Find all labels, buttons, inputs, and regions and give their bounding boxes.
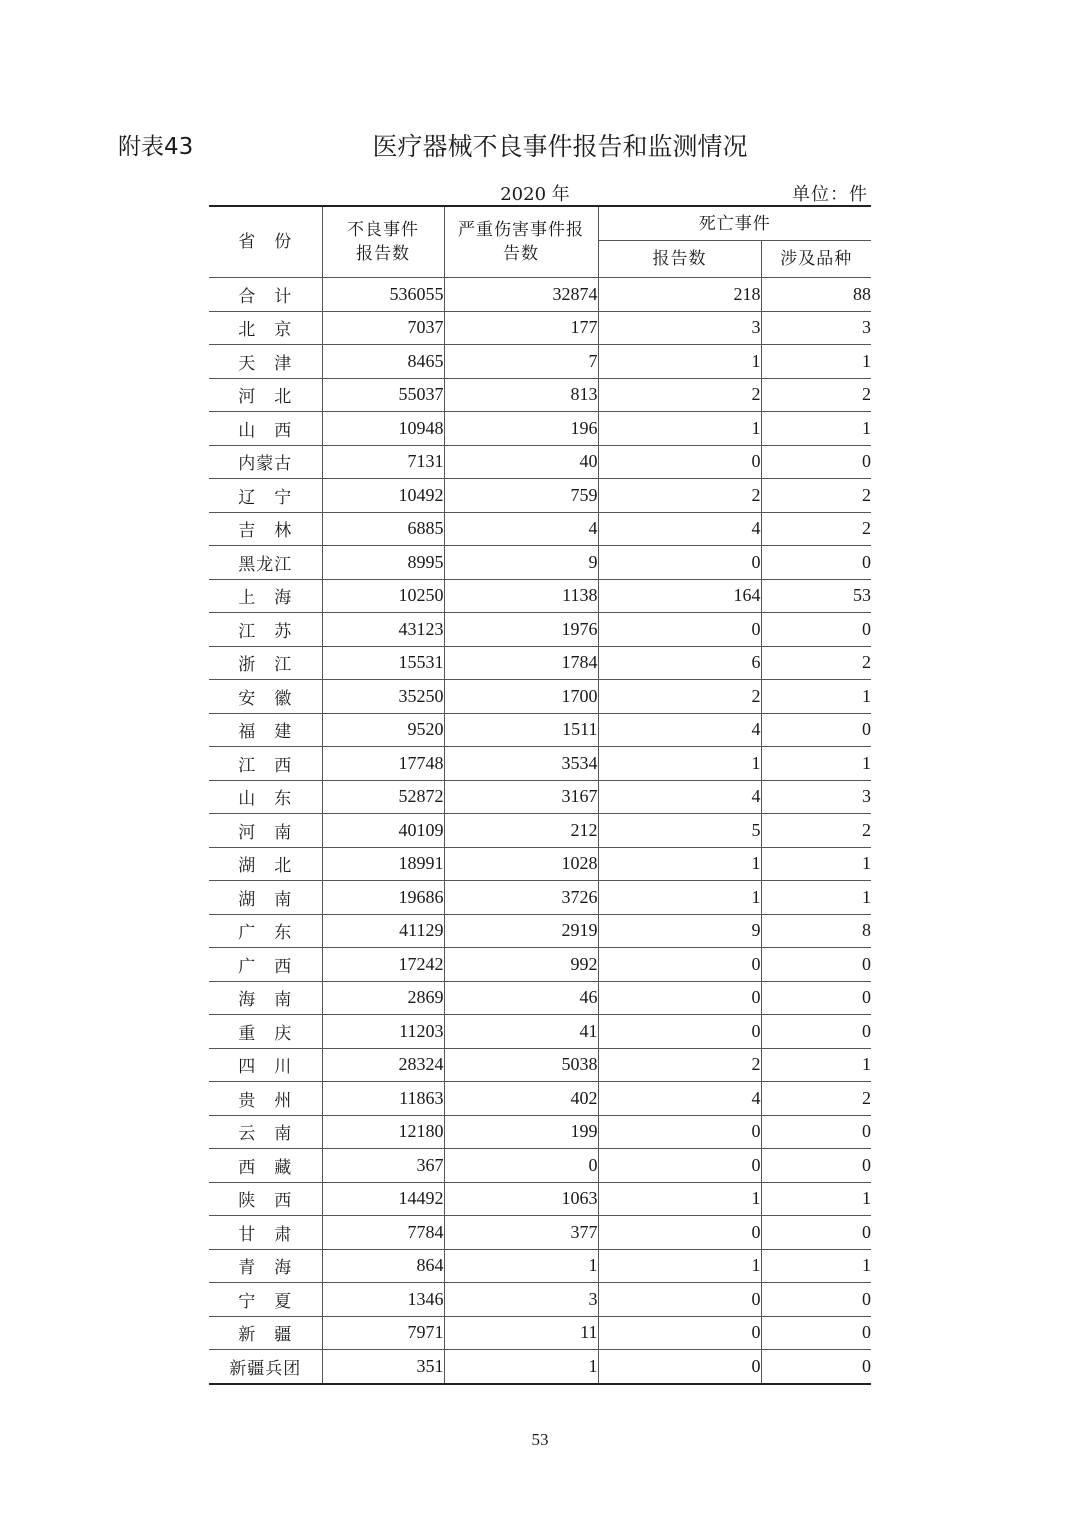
cell-serious-injury-reports: 1063 (444, 1182, 598, 1216)
cell-adverse-reports: 6885 (322, 512, 444, 546)
cell-province: 黑龙江 (209, 546, 322, 580)
cell-serious-injury-reports: 1511 (444, 713, 598, 747)
cell-death-reports: 0 (598, 1149, 761, 1183)
cell-death-varieties: 1 (761, 847, 871, 881)
cell-province: 天 津 (209, 345, 322, 379)
cell-serious-injury-reports: 196 (444, 412, 598, 446)
cell-death-reports: 0 (598, 445, 761, 479)
year-label: 2020 年 (500, 184, 570, 205)
cell-serious-injury-reports: 46 (444, 981, 598, 1015)
cell-serious-injury-reports: 4 (444, 512, 598, 546)
cell-adverse-reports: 40109 (322, 814, 444, 848)
cell-province: 江 西 (209, 747, 322, 781)
cell-adverse-reports: 10250 (322, 579, 444, 613)
cell-serious-injury-reports: 40 (444, 445, 598, 479)
cell-death-reports: 2 (598, 680, 761, 714)
cell-serious-injury-reports: 3726 (444, 881, 598, 915)
cell-death-varieties: 0 (761, 613, 871, 647)
cell-death-varieties: 0 (761, 1350, 871, 1384)
cell-death-varieties: 0 (761, 1115, 871, 1149)
table-row (209, 981, 871, 1015)
cell-serious-injury-reports: 11 (444, 1316, 598, 1350)
table-row (209, 1048, 871, 1082)
cell-province: 山 东 (209, 780, 322, 814)
cell-death-varieties: 0 (761, 713, 871, 747)
cell-adverse-reports: 52872 (322, 780, 444, 814)
table-row (209, 1350, 871, 1384)
table-row (209, 747, 871, 781)
cell-death-varieties: 2 (761, 378, 871, 412)
cell-death-reports: 0 (598, 948, 761, 982)
cell-serious-injury-reports: 992 (444, 948, 598, 982)
cell-province: 湖 北 (209, 847, 322, 881)
table-row (209, 814, 871, 848)
cell-serious-injury-reports: 177 (444, 311, 598, 345)
table-body (209, 278, 871, 1384)
page-number: 53 (531, 1430, 549, 1449)
header-adverse-reports: 不良事件 报告数 (322, 206, 444, 278)
header-death-reports: 报告数 (598, 241, 761, 278)
cell-serious-injury-reports: 1 (444, 1249, 598, 1283)
table-row (209, 646, 871, 680)
cell-death-varieties: 1 (761, 345, 871, 379)
cell-serious-injury-reports: 9 (444, 546, 598, 580)
cell-province: 宁 夏 (209, 1283, 322, 1317)
cell-adverse-reports: 8995 (322, 546, 444, 580)
cell-adverse-reports: 7131 (322, 445, 444, 479)
cell-death-reports: 4 (598, 1082, 761, 1116)
cell-death-reports: 5 (598, 814, 761, 848)
cell-death-reports: 1 (598, 1249, 761, 1283)
cell-province: 浙 江 (209, 646, 322, 680)
cell-serious-injury-reports: 1028 (444, 847, 598, 881)
cell-adverse-reports: 35250 (322, 680, 444, 714)
cell-province: 福 建 (209, 713, 322, 747)
table-row (209, 680, 871, 714)
cell-death-varieties: 1 (761, 747, 871, 781)
cell-province: 辽 宁 (209, 479, 322, 513)
cell-death-varieties: 1 (761, 1048, 871, 1082)
table-row (209, 713, 871, 747)
cell-serious-injury-reports: 1784 (444, 646, 598, 680)
cell-serious-injury-reports: 41 (444, 1015, 598, 1049)
cell-adverse-reports: 14492 (322, 1182, 444, 1216)
appendix-label: 附表43 (118, 134, 194, 160)
table-row (209, 1015, 871, 1049)
cell-adverse-reports: 11203 (322, 1015, 444, 1049)
cell-province: 河 北 (209, 378, 322, 412)
header-death-events: 死亡事件 (598, 206, 871, 241)
cell-adverse-reports: 536055 (322, 278, 444, 312)
cell-death-reports: 4 (598, 512, 761, 546)
cell-serious-injury-reports: 759 (444, 479, 598, 513)
cell-death-reports: 1 (598, 345, 761, 379)
cell-death-varieties: 53 (761, 579, 871, 613)
cell-serious-injury-reports: 1700 (444, 680, 598, 714)
table-row (209, 847, 871, 881)
cell-death-varieties: 0 (761, 1316, 871, 1350)
cell-province: 云 南 (209, 1115, 322, 1149)
cell-serious-injury-reports: 3534 (444, 747, 598, 781)
cell-death-varieties: 0 (761, 948, 871, 982)
cell-province: 新疆兵团 (209, 1350, 322, 1384)
table-row (209, 881, 871, 915)
cell-death-reports: 1 (598, 847, 761, 881)
cell-province: 海 南 (209, 981, 322, 1015)
cell-death-reports: 4 (598, 713, 761, 747)
cell-serious-injury-reports: 3167 (444, 780, 598, 814)
cell-adverse-reports: 11863 (322, 1082, 444, 1116)
table-row (209, 1149, 871, 1183)
cell-province: 上 海 (209, 579, 322, 613)
cell-adverse-reports: 41129 (322, 914, 444, 948)
cell-adverse-reports: 7037 (322, 311, 444, 345)
table-row (209, 914, 871, 948)
table-row (209, 1316, 871, 1350)
table-row (209, 311, 871, 345)
table-row (209, 948, 871, 982)
cell-adverse-reports: 43123 (322, 613, 444, 647)
cell-province: 山 西 (209, 412, 322, 446)
cell-adverse-reports: 7971 (322, 1316, 444, 1350)
cell-death-varieties: 2 (761, 479, 871, 513)
cell-death-reports: 164 (598, 579, 761, 613)
cell-adverse-reports: 1346 (322, 1283, 444, 1317)
header-death-varieties: 涉及品种 (761, 241, 871, 278)
cell-death-reports: 0 (598, 546, 761, 580)
cell-death-varieties: 0 (761, 1216, 871, 1250)
cell-death-reports: 0 (598, 1216, 761, 1250)
cell-province: 青 海 (209, 1249, 322, 1283)
cell-adverse-reports: 17748 (322, 747, 444, 781)
cell-province: 广 东 (209, 914, 322, 948)
table-row (209, 780, 871, 814)
cell-province: 北 京 (209, 311, 322, 345)
cell-death-varieties: 0 (761, 1283, 871, 1317)
cell-province: 河 南 (209, 814, 322, 848)
cell-death-varieties: 0 (761, 981, 871, 1015)
cell-death-reports: 218 (598, 278, 761, 312)
cell-serious-injury-reports: 7 (444, 345, 598, 379)
cell-death-varieties: 2 (761, 1082, 871, 1116)
cell-death-reports: 6 (598, 646, 761, 680)
cell-death-varieties: 0 (761, 1149, 871, 1183)
cell-death-varieties: 0 (761, 1015, 871, 1049)
cell-death-varieties: 1 (761, 1182, 871, 1216)
cell-death-varieties: 0 (761, 445, 871, 479)
cell-province: 合 计 (209, 278, 322, 312)
cell-adverse-reports: 18991 (322, 847, 444, 881)
cell-province: 西 藏 (209, 1149, 322, 1183)
table-row (209, 512, 871, 546)
cell-death-varieties: 3 (761, 311, 871, 345)
header-serious-injury-reports: 严重伤害事件报 告数 (444, 206, 598, 278)
table-row (209, 345, 871, 379)
cell-province: 新 疆 (209, 1316, 322, 1350)
cell-death-reports: 0 (598, 1350, 761, 1384)
cell-province: 陕 西 (209, 1182, 322, 1216)
table-row (209, 1082, 871, 1116)
cell-death-varieties: 1 (761, 881, 871, 915)
cell-adverse-reports: 7784 (322, 1216, 444, 1250)
table-row (209, 1283, 871, 1317)
cell-adverse-reports: 19686 (322, 881, 444, 915)
cell-death-reports: 0 (598, 1115, 761, 1149)
cell-adverse-reports: 2869 (322, 981, 444, 1015)
cell-province: 广 西 (209, 948, 322, 982)
adverse-event-table (209, 205, 871, 1385)
table-row (209, 278, 871, 312)
cell-death-reports: 0 (598, 1316, 761, 1350)
cell-adverse-reports: 10492 (322, 479, 444, 513)
cell-serious-injury-reports: 1 (444, 1350, 598, 1384)
cell-death-reports: 9 (598, 914, 761, 948)
cell-death-reports: 0 (598, 1015, 761, 1049)
table-row (209, 546, 871, 580)
cell-death-varieties: 1 (761, 1249, 871, 1283)
cell-death-reports: 0 (598, 1283, 761, 1317)
cell-province: 湖 南 (209, 881, 322, 915)
cell-adverse-reports: 17242 (322, 948, 444, 982)
cell-death-varieties: 2 (761, 646, 871, 680)
table-row (209, 412, 871, 446)
cell-serious-injury-reports: 813 (444, 378, 598, 412)
cell-province: 重 庆 (209, 1015, 322, 1049)
cell-serious-injury-reports: 1138 (444, 579, 598, 613)
cell-serious-injury-reports: 377 (444, 1216, 598, 1250)
cell-death-varieties: 88 (761, 278, 871, 312)
unit-label: 单位：件 (792, 184, 868, 205)
table-row (209, 613, 871, 647)
cell-serious-injury-reports: 32874 (444, 278, 598, 312)
table-row (209, 479, 871, 513)
cell-death-reports: 1 (598, 412, 761, 446)
cell-province: 江 苏 (209, 613, 322, 647)
cell-death-reports: 1 (598, 747, 761, 781)
table-row (209, 445, 871, 479)
cell-adverse-reports: 28324 (322, 1048, 444, 1082)
cell-adverse-reports: 55037 (322, 378, 444, 412)
cell-death-reports: 3 (598, 311, 761, 345)
cell-adverse-reports: 10948 (322, 412, 444, 446)
cell-death-reports: 2 (598, 378, 761, 412)
cell-death-varieties: 1 (761, 412, 871, 446)
cell-serious-injury-reports: 2919 (444, 914, 598, 948)
cell-adverse-reports: 367 (322, 1149, 444, 1183)
header-province: 省 份 (209, 206, 322, 278)
cell-serious-injury-reports: 402 (444, 1082, 598, 1116)
cell-province: 吉 林 (209, 512, 322, 546)
table-row (209, 378, 871, 412)
cell-death-varieties: 2 (761, 814, 871, 848)
table-row (209, 1115, 871, 1149)
cell-adverse-reports: 8465 (322, 345, 444, 379)
cell-province: 四 川 (209, 1048, 322, 1082)
cell-death-varieties: 1 (761, 680, 871, 714)
cell-province: 贵 州 (209, 1082, 322, 1116)
table-row (209, 1249, 871, 1283)
cell-province: 甘 肃 (209, 1216, 322, 1250)
cell-province: 安 徽 (209, 680, 322, 714)
cell-death-reports: 4 (598, 780, 761, 814)
cell-death-reports: 1 (598, 881, 761, 915)
cell-serious-injury-reports: 5038 (444, 1048, 598, 1082)
cell-adverse-reports: 351 (322, 1350, 444, 1384)
cell-death-varieties: 3 (761, 780, 871, 814)
cell-death-reports: 1 (598, 1182, 761, 1216)
table-row (209, 1182, 871, 1216)
cell-serious-injury-reports: 212 (444, 814, 598, 848)
cell-adverse-reports: 9520 (322, 713, 444, 747)
table-row (209, 1216, 871, 1250)
table-row (209, 579, 871, 613)
cell-death-reports: 2 (598, 1048, 761, 1082)
cell-death-reports: 0 (598, 613, 761, 647)
cell-serious-injury-reports: 3 (444, 1283, 598, 1317)
cell-death-reports: 0 (598, 981, 761, 1015)
cell-death-varieties: 0 (761, 546, 871, 580)
cell-serious-injury-reports: 0 (444, 1149, 598, 1183)
cell-serious-injury-reports: 199 (444, 1115, 598, 1149)
cell-death-reports: 2 (598, 479, 761, 513)
cell-province: 内蒙古 (209, 445, 322, 479)
cell-adverse-reports: 15531 (322, 646, 444, 680)
cell-serious-injury-reports: 1976 (444, 613, 598, 647)
cell-death-varieties: 2 (761, 512, 871, 546)
page-title: 医疗器械不良事件报告和监测情况 (372, 132, 748, 161)
cell-death-varieties: 8 (761, 914, 871, 948)
cell-adverse-reports: 864 (322, 1249, 444, 1283)
cell-adverse-reports: 12180 (322, 1115, 444, 1149)
